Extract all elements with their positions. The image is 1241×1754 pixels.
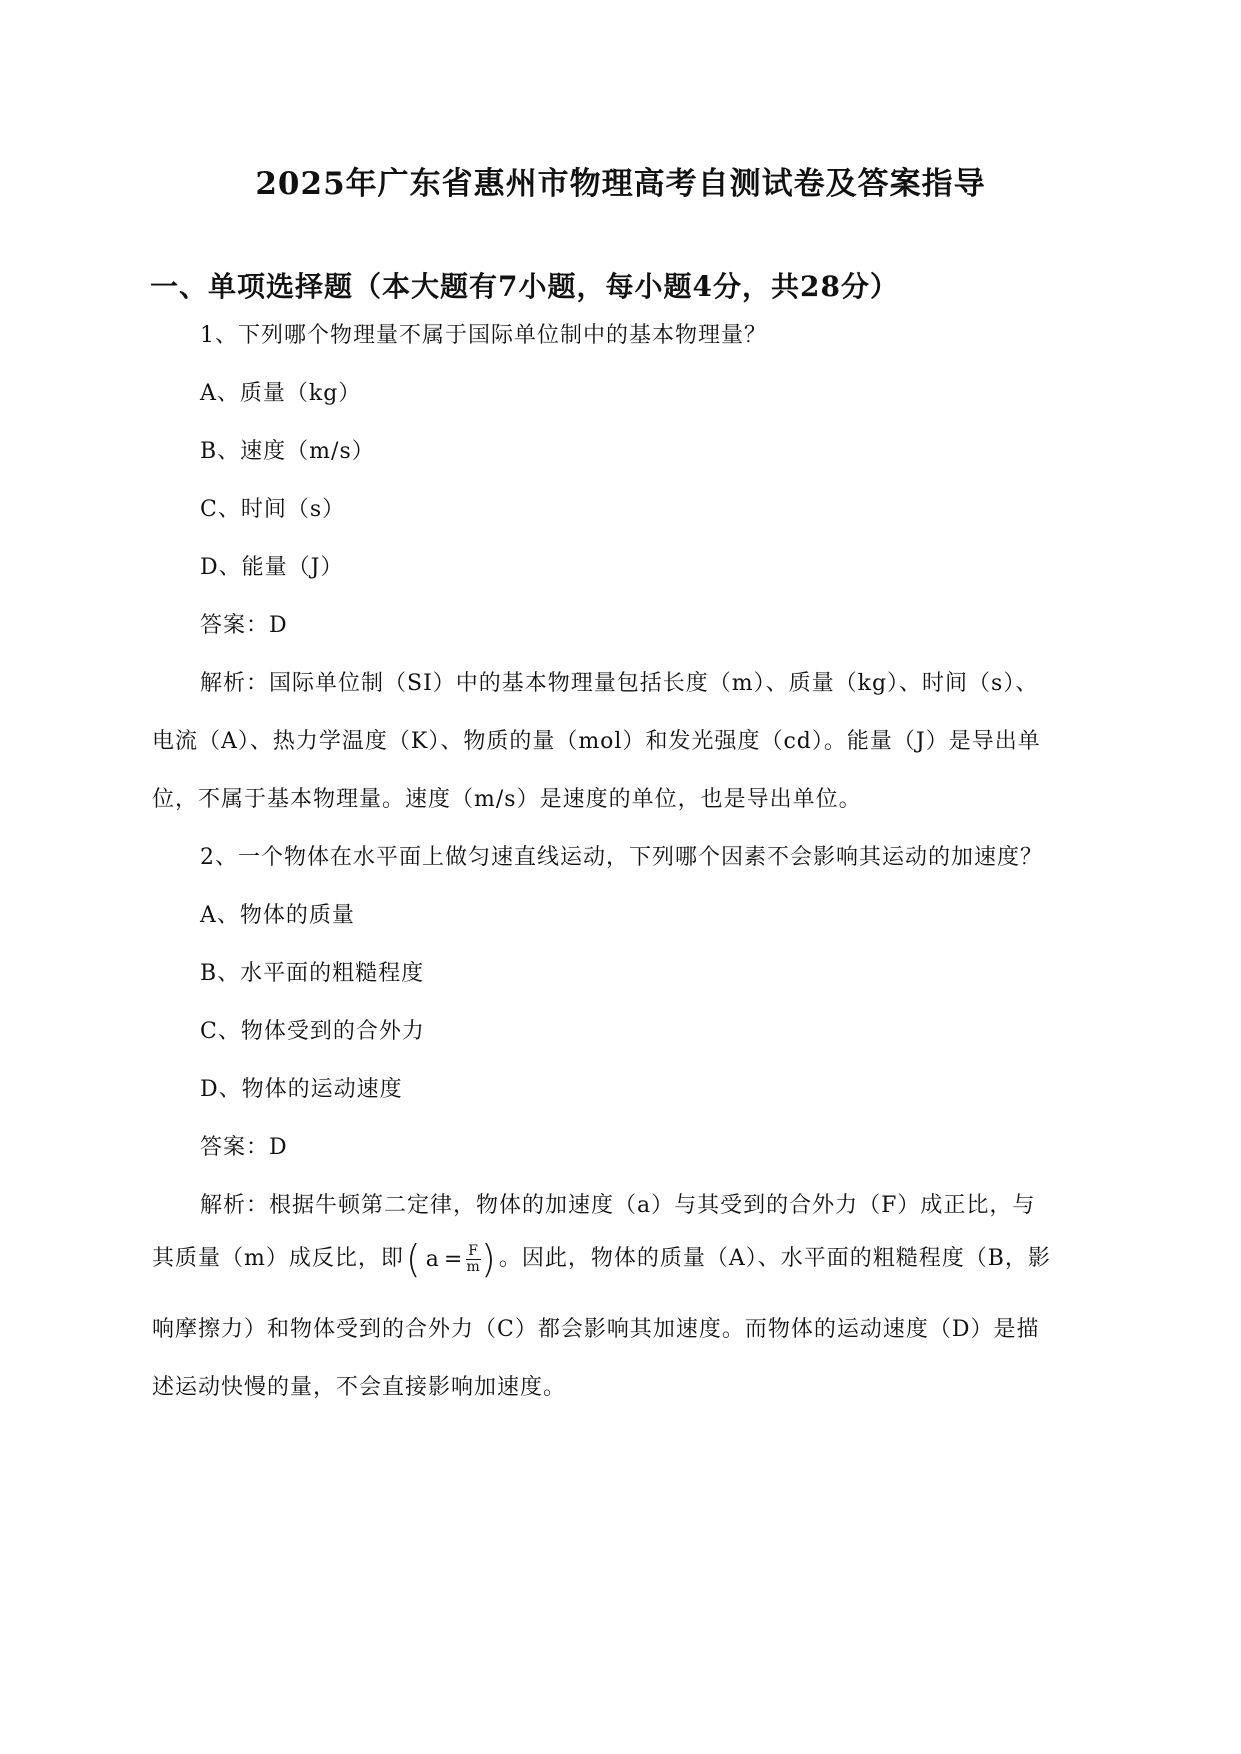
formula-lhs: a bbox=[425, 1246, 440, 1272]
analysis-text: 。因此，物体的质量（A）、水平面的粗糙程度（B，影 bbox=[498, 1246, 1051, 1271]
question-1-option-d: D、能量（J） bbox=[200, 555, 344, 580]
question-2-option-b: B、水平面的粗糙程度 bbox=[200, 961, 425, 986]
formula-fraction bbox=[466, 1244, 481, 1274]
question-2-analysis-line: 述运动快慢的量，不会直接影响加速度。 bbox=[152, 1375, 567, 1400]
question-2-stem: 2、一个物体在水平面上做匀速直线运动，下列哪个因素不会影响其运动的加速度？ bbox=[200, 845, 1043, 870]
question-2-analysis-line: 解析：根据牛顿第二定律，物体的加速度（a）与其受到的合外力（F）成正比，与 bbox=[200, 1193, 1036, 1218]
question-1-answer: 答案：D bbox=[200, 613, 288, 638]
question-2-option-a: A、物体的质量 bbox=[200, 903, 355, 928]
question-1-analysis-line: 解析：国际单位制（SI）中的基本物理量包括长度（m）、质量（kg）、时间（s）、 bbox=[200, 671, 1039, 696]
question-1-option-b: B、速度（m/s） bbox=[200, 439, 375, 464]
formula-paren: ) bbox=[480, 1237, 497, 1281]
question-2-option-c: C、物体受到的合外力 bbox=[200, 1019, 425, 1044]
newton-second-law-formula bbox=[405, 1237, 497, 1281]
section-heading: 一、单项选择题（本大题有7小题，每小题4分，共28分） bbox=[150, 270, 899, 303]
formula-numerator: F bbox=[468, 1242, 479, 1259]
formula-denominator: m bbox=[466, 1258, 481, 1275]
question-2-option-d: D、物体的运动速度 bbox=[200, 1077, 403, 1102]
formula-equals: = bbox=[443, 1246, 464, 1272]
formula-paren: ( bbox=[405, 1237, 422, 1281]
question-1-option-a: A、质量（kg） bbox=[200, 381, 362, 406]
analysis-text: 其质量（m）成反比，即 bbox=[152, 1246, 404, 1271]
question-1-analysis-line: 电流（A）、热力学温度（K）、物质的量（mol）和发光强度（cd）。能量（J）是导出单 bbox=[152, 729, 1041, 754]
question-2-analysis-line: 响摩擦力）和物体受到的合外力（C）都会影响其加速度。而物体的运动速度（D）是描 bbox=[152, 1317, 1040, 1342]
document-title: 2025年广东省惠州市物理高考自测试卷及答案指导 bbox=[255, 166, 986, 202]
question-2-answer: 答案：D bbox=[200, 1135, 288, 1160]
question-2-analysis-formula-line bbox=[152, 1237, 1051, 1281]
question-1-analysis-line: 位，不属于基本物理量。速度（m/s）是速度的单位，也是导出单位。 bbox=[152, 787, 862, 812]
question-1-option-c: C、时间（s） bbox=[200, 497, 346, 522]
question-1-stem: 1、下列哪个物理量不属于国际单位制中的基本物理量？ bbox=[200, 323, 767, 348]
